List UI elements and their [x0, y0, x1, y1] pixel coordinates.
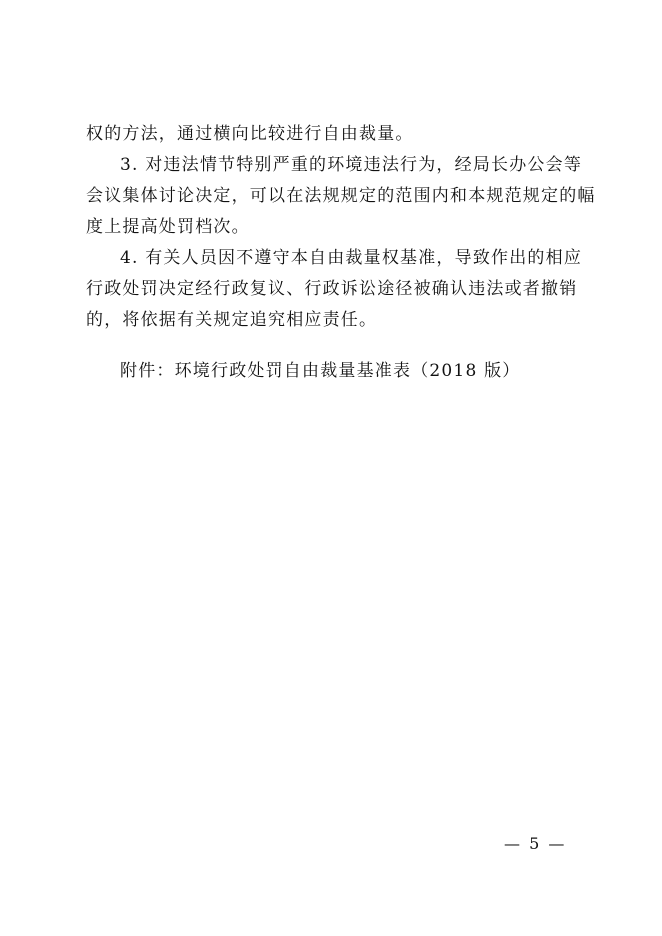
paragraph-spacer: [86, 336, 586, 356]
page-number: — 5 —: [504, 834, 567, 853]
paragraph-line: 行政处罚决定经行政复议、行政诉讼途径被确认违法或者撤销: [86, 279, 578, 299]
paragraph-line: 会议集体讨论决定，可以在法规规定的范围内和本规范规定的幅: [86, 186, 596, 206]
attachment-line: 附件：环境行政处罚自由裁量基准表（2018 版）: [120, 361, 521, 381]
paragraph-line: 度上提高处罚档次。: [86, 217, 250, 237]
paragraph-line: 4. 有关人员因不遵守本自由裁量权基准，导致作出的相应: [120, 248, 583, 268]
paragraph-line: 权的方法，通过横向比较进行自由裁量。: [86, 124, 414, 144]
document-body: [86, 119, 596, 387]
paragraph-line: 的，将依据有关规定追究相应责任。: [86, 310, 378, 330]
paragraph-line: 3. 对违法情节特别严重的环境违法行为，经局长办公会等: [120, 155, 583, 175]
